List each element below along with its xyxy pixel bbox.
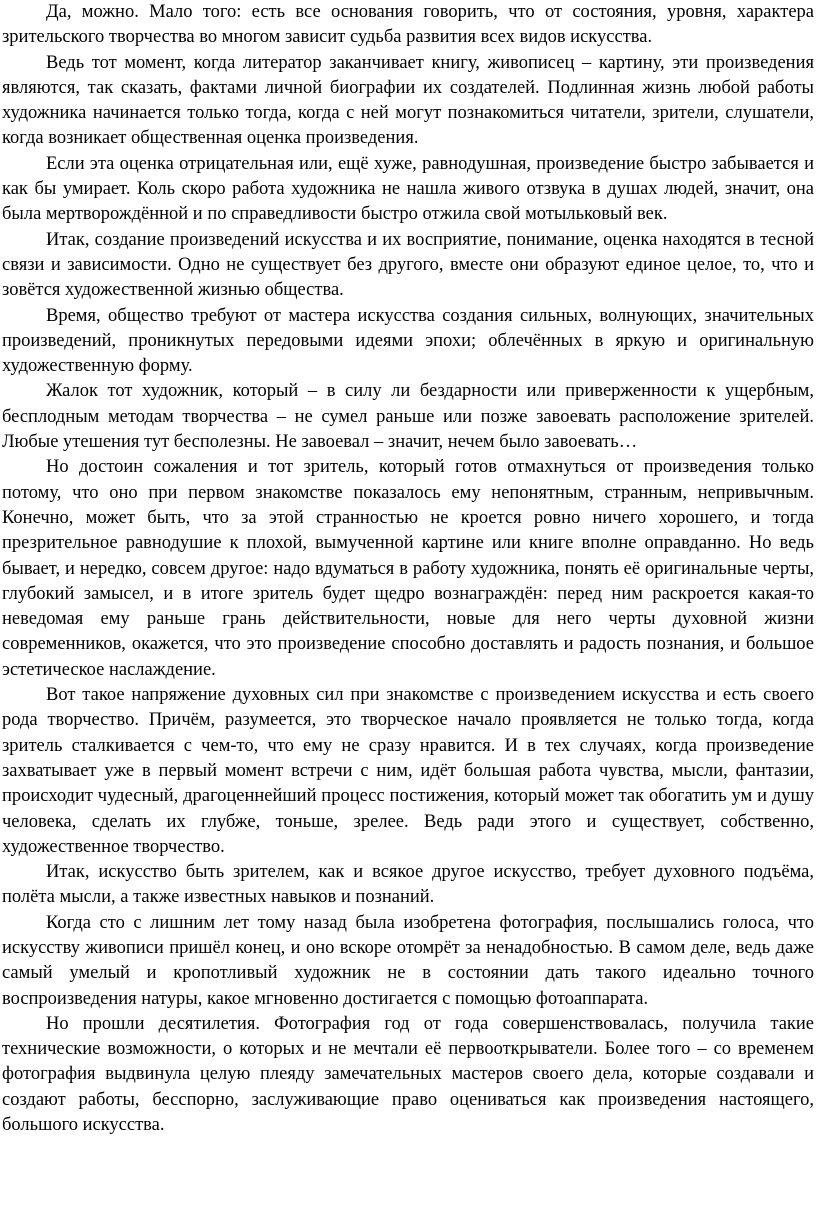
paragraph-7: Но достоин сожаления и тот зритель, который готов отмахнуться от произведения только потому, что оно при первом знакомстве показалось ему непонятным, странным, непривычным. Конечно, может быть, что за этой странностью не кроется ровно ничего хорошего, и тогда презрительное равнодушие к плохой, вымученной картине или книге вполне оправданно. Но ведь бывает, и нередко, совсем другое: надо вдуматься в работу художника, понять её оригинальные черты, глубокий замысел, и в итоге зритель будет щедро вознаграждён: перед ним раскроется какая-то неведомая ему раньше грань действительности, новые для него черты духовной жизни современников, окажется, что это произведение способно доставлять и радость познания, и большое эстетическое наслаждение. [2, 457, 814, 680]
paragraph-2: Ведь тот момент, когда литератор заканчивает книгу, живописец – картину, эти произведения являются, так сказать, фактами личной биографии их создателей. Подлинная жизнь любой работы художника начинается только тогда, когда с ней могут познакомиться читатели, зрители, слушатели, когда возникает общественная оценка произведения. [2, 52, 814, 149]
paragraph-9: Итак, искусство быть зрителем, как и всякое другое искусство, требует духовного подъёма, полёта мысли, а также известных навыков и познаний. [2, 862, 814, 908]
paragraph-6: Жалок тот художник, который – в силу ли бездарности или приверженности к ущербным, бесплодным методам творчества – не сумел раньше или позже завоевать расположение зрителей. Любые утешения тут бесполезны. Не завоевал – значит, нечем было завоевать… [2, 381, 814, 453]
paragraph-3: Если эта оценка отрицательная или, ещё хуже, равнодушная, произведение быстро забывается и как бы умирает. Коль скоро работа художника не нашла живого отзвука в душах людей, значит, она была мертворождённой и по справедливости быстро отжила свой мотыльковый век. [2, 153, 814, 225]
paragraph-1: Да, можно. Мало того: есть все основания говорить, что от состояния, уровня, характера зрительского творчества во многом зависит судьба развития всех видов искусства. [2, 2, 814, 48]
paragraph-10: Когда сто с лишним лет тому назад была изобретена фотография, послышались голоса, что искусству живописи пришёл конец, и оно вскоре отомрёт за ненадобностью. В самом деле, ведь даже самый умелый и кропотливый художник не в состоянии дать такого идеально точного воспроизведения натуры, какое мгновенно достигается с помощью фотоаппарата. [2, 912, 814, 1009]
paragraph-8: Вот такое напряжение духовных сил при знакомстве с произведением искусства и есть своего рода творчество. Причём, разумеется, это творческое начало проявляется не только тогда, когда зритель сталкивается с чем-то, что ему не сразу нравится. И в тех случаях, когда произведение захватывает уже в первый момент встречи с ним, идёт большая работа чувства, мысли, фантазии, происходит чудесный, драгоценнейший процесс постижения, который может так обогатить ум и душу человека, сделать их глубже, тоньше, зрелее. Ведь ради этого и существует, собственно, художественное творчество. [2, 685, 814, 857]
paragraph-5: Время, общество требуют от мастера искусства создания сильных, волнующих, значительных произведений, проникнутых передовыми идеями эпохи; облечённых в яркую и оригинальную художественную форму. [2, 305, 814, 377]
paragraph-4: Итак, создание произведений искусства и их восприятие, понимание, оценка находятся в тесной связи и зависимости. Одно не существует без другого, вместе они образуют единое целое, то, что и зовётся художественной жизнью общества. [2, 229, 814, 301]
paragraph-11: Но прошли десятилетия. Фотография год от года совершенствовалась, получила такие технические возможности, о которых и не мечтали её первооткрыватели. Более того – со временем фотография выдвинула целую плеяду замечательных мастеров своего дела, которые создавали и создают работы, бесспорно, заслуживающие право оцениваться как произведения настоящего, большого искусства. [2, 1013, 814, 1136]
